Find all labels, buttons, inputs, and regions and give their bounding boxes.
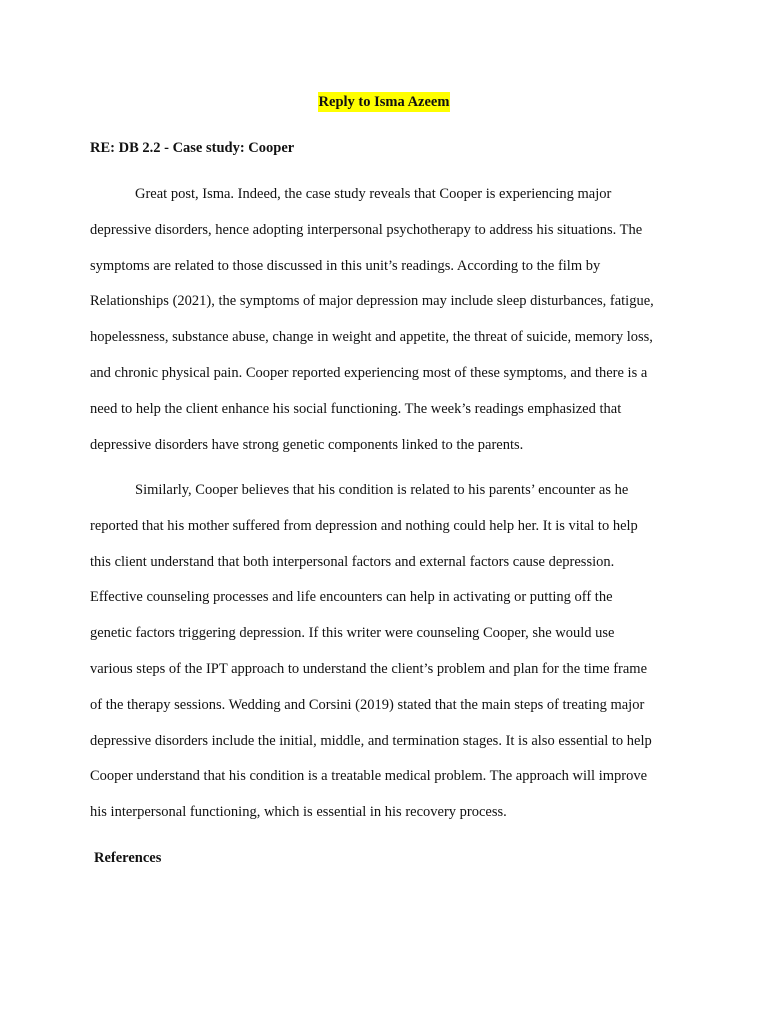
text-line: depressive disorders have strong genetic components linked to the parents. bbox=[90, 436, 524, 453]
body-paragraph bbox=[90, 177, 680, 463]
text-line: need to help the client enhance his social functioning. The week’s readings emphasized that bbox=[90, 400, 622, 417]
text-line: depressive disorders, hence adopting interpersonal psychotherapy to address his situations. The bbox=[90, 221, 643, 238]
text-line: reported that his mother suffered from depression and nothing could help her. It is vital to help bbox=[90, 517, 638, 534]
text-line: genetic factors triggering depression. If this writer were counseling Cooper, she would use bbox=[90, 625, 615, 642]
text-line: Great post, Isma. Indeed, the case study reveals that Cooper is experiencing major bbox=[135, 186, 612, 202]
references-heading: References bbox=[94, 850, 162, 866]
text-line: various steps of the IPT approach to understand the client’s problem and plan for the time frame bbox=[90, 660, 648, 677]
text-line: of the therapy sessions. Wedding and Corsini (2019) stated that the main steps of treating major bbox=[90, 696, 645, 713]
text-line: Effective counseling processes and life encounters can help in activating or putting off the bbox=[90, 589, 613, 606]
text-line: and chronic physical pain. Cooper reported experiencing most of these symptoms, and there is a bbox=[90, 364, 648, 381]
document-title: Reply to Isma Azeem bbox=[318, 94, 450, 110]
text-line: Relationships (2021), the symptoms of major depression may include sleep disturbances, fatigue, bbox=[90, 293, 654, 310]
body-paragraph bbox=[90, 473, 680, 831]
text-line: hopelessness, substance abuse, change in weight and appetite, the threat of suicide, memory loss, bbox=[90, 329, 653, 346]
subject-heading: RE: DB 2.2 - Case study: Cooper bbox=[90, 140, 295, 156]
text-line: his interpersonal functioning, which is essential in his recovery process. bbox=[90, 804, 507, 821]
text-line: this client understand that both interpersonal factors and external factors cause depression. bbox=[90, 553, 615, 570]
text-line: depressive disorders include the initial, middle, and termination stages. It is also essential to help bbox=[90, 732, 652, 749]
title-container bbox=[0, 92, 768, 112]
text-line: Cooper understand that his condition is a treatable medical problem. The approach will improve bbox=[90, 768, 648, 785]
text-line: symptoms are related to those discussed in this unit’s readings. According to the film by bbox=[90, 257, 601, 274]
text-line: Similarly, Cooper believes that his condition is related to his parents’ encounter as he bbox=[135, 482, 629, 498]
